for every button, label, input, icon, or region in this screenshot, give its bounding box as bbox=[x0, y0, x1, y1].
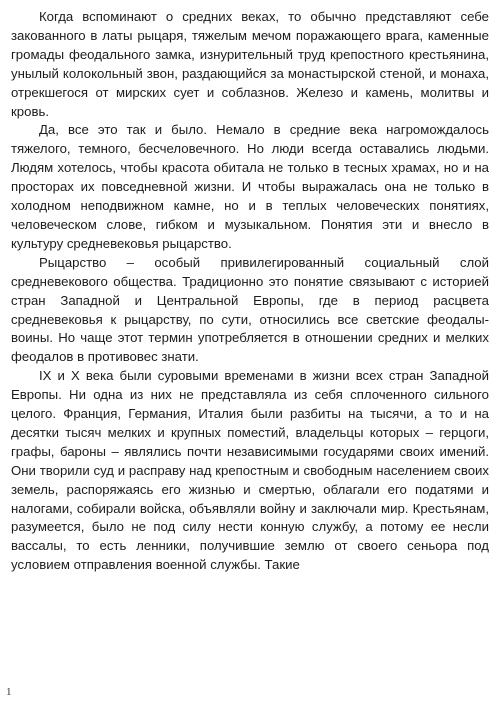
page-number: 1 bbox=[6, 686, 12, 698]
paragraph-4: IX и X века были суровыми временами в жизни всех стран Западной Европы. Ни одна из них не представляла из себя сплоченного сильного целого. Франция, Германия, Италия были разбиты на тысячи, а то и на десятки тысяч мелких и крупных поместий, владельцы которых – герцоги, графы, бароны – являлись почти независимыми государями своих имений. Они творили суд и расправу над крепостным и свободным населением своих земель, распоряжаясь его жизнью и смертью, облагали его податями и налогами, собирали войска, объявляли войну и заключали мир. Крестьянам, разумеется, было не под силу нести конную службу, а потому ее несли вассалы, то есть ленники, получившие землю от своего сеньора под условием отправления военной службы. Такие bbox=[11, 368, 489, 573]
paragraph-1: Когда вспоминают о средних веках, то обычно представляют себе закованного в латы рыцаря, тяжелым мечом поражающего врага, каменные громады феодального замка, изнурительный труд крепостного крестьянина, унылый колокольный звон, раздающийся за монастырской стеной, и монаха, отрекшегося от мирских сует и соблазнов. Железо и камень, молитвы и кровь. bbox=[11, 9, 489, 119]
paragraph-3: Рыцарство – особый привилегированный социальный слой средневекового общества. Традиционно это понятие связывают с историей стран Западной и Центральной Европы, где в период расцвета средневековья к рыцарству, по сути, относились все светские феодалы-воины. Но чаще этот термин употребляется в отношении средних и мелких феодалов в противовес знати. bbox=[11, 254, 489, 365]
paragraph-2: Да, все это так и было. Немало в средние века нагромождалось тяжелого, темного, бесчеловечного. Но люди всегда оставались людьми. Людям хотелось, чтобы красота обитала не только в тесных храмах, но и на просторах их повседневной жизни. И чтобы выражалась она не только в холодном неподвижном камне, но и в теплых человеческих понятиях, человеческом слове, гибком и музыкальном. Понятия эти и внесло в культуру средневековья рыцарство. bbox=[11, 122, 489, 251]
body-text bbox=[11, 8, 489, 575]
